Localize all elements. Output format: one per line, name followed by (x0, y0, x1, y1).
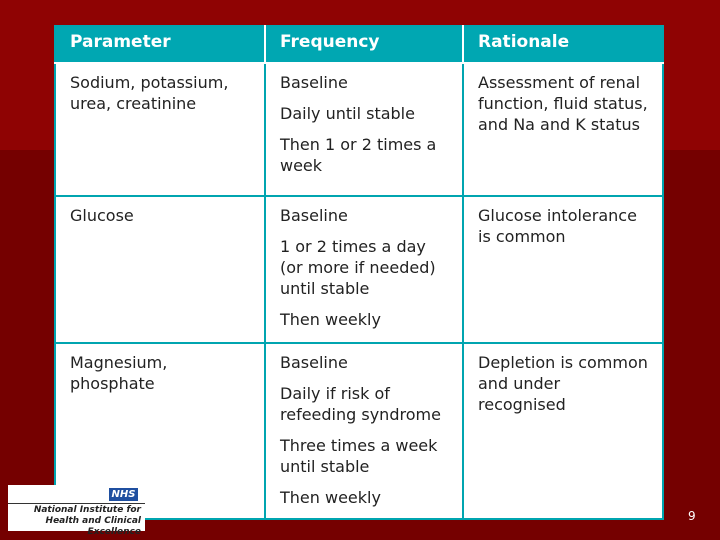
monitoring-table-container (54, 25, 662, 518)
frequency-entry: Then weekly (280, 310, 381, 329)
cell-frequency (265, 63, 463, 196)
frequency-entry: Then 1 or 2 times a week (280, 135, 437, 175)
frequency-entry: Then weekly (280, 488, 381, 507)
logo-line-1: National Institute for (33, 505, 141, 515)
frequency-entry: 1 or 2 times a day (or more if needed) until stable (280, 237, 436, 298)
frequency-entry: Daily until stable (280, 104, 415, 123)
nice-logo (8, 485, 145, 537)
cell-parameter: Sodium, potassium, urea, creatinine (55, 63, 265, 196)
nhs-badge: NHS (109, 488, 138, 501)
logo-text (8, 505, 141, 538)
table-row (55, 63, 663, 196)
frequency-entry: Baseline (280, 206, 348, 225)
table-row (55, 196, 663, 343)
cell-parameter: Magnesium, phosphate (55, 343, 265, 519)
frequency-entry: Three times a week until stable (280, 436, 438, 476)
monitoring-table (54, 25, 664, 520)
frequency-entry: Baseline (280, 73, 348, 92)
header-frequency: Frequency (265, 26, 463, 63)
cell-rationale: Assessment of renal function, fluid status, and Na and K status (463, 63, 663, 196)
logo-divider (8, 503, 145, 504)
frequency-entry: Daily if risk of refeeding syndrome (280, 384, 441, 424)
frequency-entry: Baseline (280, 353, 348, 372)
header-rationale: Rationale (463, 26, 663, 63)
cell-rationale: Depletion is common and under recognised (463, 343, 663, 519)
cell-rationale: Glucose intolerance is common (463, 196, 663, 343)
logo-line-2: Health and Clinical Excellence (45, 516, 141, 537)
header-parameter: Parameter (55, 26, 265, 63)
cell-frequency (265, 196, 463, 343)
cell-frequency (265, 343, 463, 519)
cell-parameter: Glucose (55, 196, 265, 343)
table-header-row (55, 26, 663, 63)
page-number: 9 (688, 509, 696, 523)
table-row (55, 343, 663, 519)
